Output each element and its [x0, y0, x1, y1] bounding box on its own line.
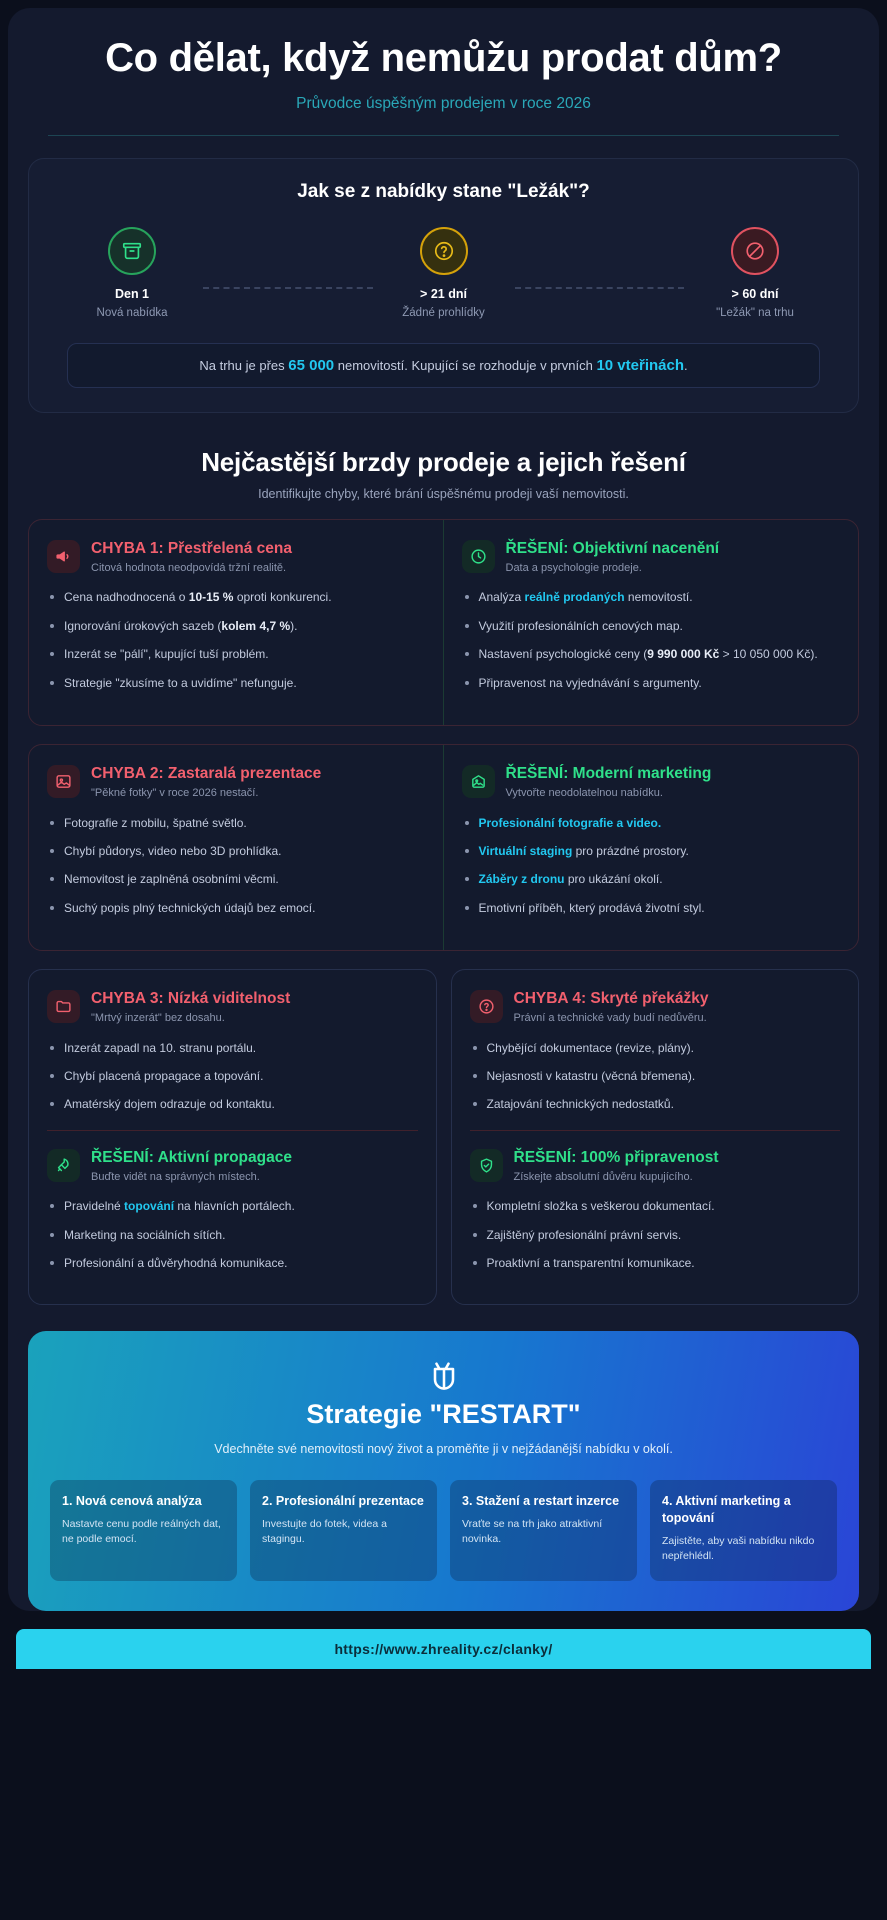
shield-check-icon: [470, 1149, 503, 1182]
rocket-icon: [47, 1149, 80, 1182]
timeline-connector-2: [515, 287, 685, 289]
folder-icon: [47, 990, 80, 1023]
list-item: Využití profesionálních cenových map.: [462, 618, 838, 635]
market-stat-box: [67, 343, 820, 388]
list-item: Virtuální staging pro prázdné prostory.: [462, 843, 838, 860]
error-sub-4: Právní a technické vady budí nedůvěru.: [513, 1012, 707, 1025]
list-item: Profesionální fotografie a video.: [462, 815, 838, 832]
timeline-card: [28, 158, 859, 413]
list-item: Proaktivní a transparentní komunikace.: [470, 1255, 841, 1272]
list-item: Inzerát zapadl na 10. stranu portálu.: [47, 1040, 418, 1057]
list-item: Nastavení psychologické ceny (9 990 000 Kč > 10 050 000 Kč).: [462, 646, 838, 663]
list-item: Inzerát se "pálí", kupující tuší problém.: [47, 646, 423, 663]
restart-step-title: 1. Nová cenová analýza: [62, 1494, 202, 1509]
section-title: Nejčastější brzdy prodeje a jejich řešení: [201, 446, 686, 477]
error-header-4: [470, 990, 841, 1026]
restart-step-desc: Nastavte cenu podle reálných dat, ne podle emocí.: [62, 1518, 221, 1546]
timeline-step-sub: Žádné prohlídky: [402, 306, 485, 319]
solution-block-1: [443, 520, 858, 725]
list-item: Analýza reálně prodaných nemovitostí.: [462, 589, 838, 606]
solution-title-1: ŘEŠENÍ: Objektivní nacenění: [505, 539, 720, 557]
error-title-3: CHYBA 3: Nízká viditelnost: [91, 990, 291, 1008]
restart-subtitle: Vdechněte své nemovitosti nový život a proměňte ji v nejžádanější nabídku v okolí.: [214, 1441, 673, 1456]
timeline-step-label: > 60 dní: [731, 286, 779, 301]
restart-step-1: [50, 1480, 237, 1580]
list-item: Profesionální a důvěryhodná komunikace.: [47, 1255, 418, 1272]
error-sub-2: "Pěkné fotky" v roce 2026 nestačí.: [91, 787, 259, 800]
list-item: Emotivní příběh, který prodává životní styl.: [462, 900, 838, 917]
error-header-2: [47, 765, 423, 801]
list-item: Chybějící dokumentace (revize, plány).: [470, 1040, 841, 1057]
error-sub-1: Citová hodnota neodpovídá tržní realitě.: [91, 562, 287, 575]
timeline-step-sub: Nová nabídka: [96, 306, 168, 319]
megaphone-icon: [47, 540, 80, 573]
list-item: Marketing na sociálních sítích.: [47, 1227, 418, 1244]
error-title-1: CHYBA 1: Přestřelená cena: [91, 539, 293, 557]
footer-url[interactable]: https://www.zhreality.cz/clanky/: [334, 1640, 553, 1657]
error-list-3: [47, 1040, 418, 1114]
list-item: Kompletní složka s veškerou dokumentací.: [470, 1198, 841, 1215]
stat-post: .: [684, 357, 688, 373]
list-item: Nejasnosti v katastru (věcná břemena).: [470, 1068, 841, 1085]
column-divider-3: [47, 1130, 418, 1131]
pair-card-1: [28, 519, 859, 726]
stat-pre: Na trhu je přes: [199, 357, 289, 373]
restart-step-desc: Vraťte se na trh jako atraktivní novinka.: [462, 1518, 603, 1546]
solution-title-3: ŘEŠENÍ: Aktivní propagace: [91, 1148, 292, 1166]
package-icon: [108, 227, 156, 275]
solution-sub-2: Vytvořte neodolatelnou nabídku.: [505, 787, 663, 800]
list-item: Chybí půdorys, video nebo 3D prohlídka.: [47, 843, 423, 860]
column-chyba4: [451, 969, 860, 1305]
page-subtitle: Průvodce úspěšným prodejem v roce 2026: [296, 94, 591, 112]
solution-title-4: ŘEŠENÍ: 100% připravenost: [513, 1148, 719, 1166]
solution-sub-1: Data a psychologie prodeje.: [505, 562, 642, 575]
ban-icon: [731, 227, 779, 275]
pair-card-2: [28, 744, 859, 951]
header: [8, 8, 879, 136]
column-chyba3: [28, 969, 437, 1305]
list-item: Zajištěný profesionální právní servis.: [470, 1227, 841, 1244]
timeline-step-label: > 21 dní: [420, 286, 467, 301]
timeline-step-2: [379, 227, 509, 319]
section-subtitle: Identifikujte chyby, které brání úspěšnému prodeji vaší nemovitosti.: [258, 486, 629, 501]
timeline-step-sub: "Ležák" na trhu: [716, 306, 794, 319]
timeline-connector-1: [203, 287, 373, 289]
image-icon: [47, 765, 80, 798]
solution-header-1: [462, 540, 838, 576]
restart-step-desc: Zajistěte, aby vaši nabídku nikdo nepřehlédl.: [662, 1535, 815, 1563]
footer-url-bar[interactable]: [16, 1629, 871, 1669]
restart-steps: [50, 1480, 837, 1580]
solution-header-2: [462, 765, 838, 801]
error-header-3: [47, 990, 418, 1026]
timeline-step-3: [690, 227, 820, 319]
solution-title-2: ŘEŠENÍ: Moderní marketing: [505, 764, 712, 782]
error-list-4: [470, 1040, 841, 1114]
list-item: Cena nadhodnocená o 10-15 % oproti konkurenci.: [47, 589, 423, 606]
error-block-1: [29, 520, 444, 725]
stat-mid: nemovitostí. Kupující se rozhoduje v prvních: [334, 357, 597, 373]
list-item: Zatajování technických nedostatků.: [470, 1096, 841, 1113]
photo-frame-icon: [462, 765, 495, 798]
restart-title: Strategie "RESTART": [306, 1398, 581, 1429]
section-heading: [28, 447, 859, 501]
restart-step-title: 4. Aktivní marketing a topování: [662, 1494, 791, 1526]
list-item: Suchý popis plný technických údajů bez emocí.: [47, 900, 423, 917]
timeline-step-1: [67, 227, 197, 319]
solution-list-2: [462, 815, 838, 918]
header-divider: [48, 135, 839, 136]
restart-step-4: [650, 1480, 837, 1580]
stat-number-listings: 65 000: [288, 356, 335, 374]
error-list-1: [47, 589, 423, 692]
solution-sub-4: Získejte absolutní důvěru kupujícího.: [513, 1171, 693, 1184]
restart-step-3: [450, 1480, 637, 1580]
restart-house-icon: [50, 1357, 837, 1393]
solution-block-2: [443, 745, 858, 950]
error-header-1: [47, 540, 423, 576]
list-item: Záběry z dronu pro ukázání okolí.: [462, 871, 838, 888]
solution-list-1: [462, 589, 838, 692]
timeline-step-label: Den 1: [114, 286, 150, 301]
solution-header-3: [47, 1149, 418, 1185]
list-item: Ignorování úrokových sazeb (kolem 4,7 %).: [47, 618, 423, 635]
error-sub-3: "Mrtvý inzerát" bez dosahu.: [91, 1012, 225, 1025]
list-item: Amatérský dojem odrazuje od kontaktu.: [47, 1096, 418, 1113]
stat-number-seconds: 10 vteřinách: [596, 356, 684, 374]
bottom-grid: [28, 969, 859, 1305]
help-circle-icon: [470, 990, 503, 1023]
restart-step-title: 2. Profesionální prezentace: [262, 1494, 424, 1509]
solution-sub-3: Buďte vidět na správných místech.: [91, 1171, 260, 1184]
error-title-2: CHYBA 2: Zastaralá prezentace: [91, 764, 322, 782]
solution-list-4: [470, 1198, 841, 1272]
list-item: Strategie "zkusíme to a uvidíme" nefunguje.: [47, 675, 423, 692]
page-title: Co dělat, když nemůžu prodat dům?: [105, 36, 782, 80]
question-icon: [420, 227, 468, 275]
list-item: Chybí placená propagace a topování.: [47, 1068, 418, 1085]
list-item: Pravidelné topování na hlavních portálech.: [47, 1198, 418, 1215]
error-block-2: [29, 745, 444, 950]
solution-list-3: [47, 1198, 418, 1272]
timeline-title: Jak se z nabídky stane "Ležák"?: [297, 180, 590, 202]
clock-icon: [462, 540, 495, 573]
restart-step-desc: Investujte do fotek, videa a stagingu.: [262, 1518, 387, 1546]
list-item: Připravenost na vyjednávání s argumenty.: [462, 675, 838, 692]
list-item: Nemovitost je zaplněná osobními věcmi.: [47, 871, 423, 888]
infographic-shell: [8, 8, 879, 1611]
restart-step-2: [250, 1480, 437, 1580]
timeline-row: [49, 227, 838, 319]
solution-header-4: [470, 1149, 841, 1185]
restart-banner: [28, 1331, 859, 1611]
column-divider-4: [470, 1130, 841, 1131]
error-list-2: [47, 815, 423, 918]
error-title-4: CHYBA 4: Skryté překážky: [513, 990, 709, 1008]
list-item: Fotografie z mobilu, špatné světlo.: [47, 815, 423, 832]
restart-step-title: 3. Stažení a restart inzerce: [462, 1494, 620, 1509]
